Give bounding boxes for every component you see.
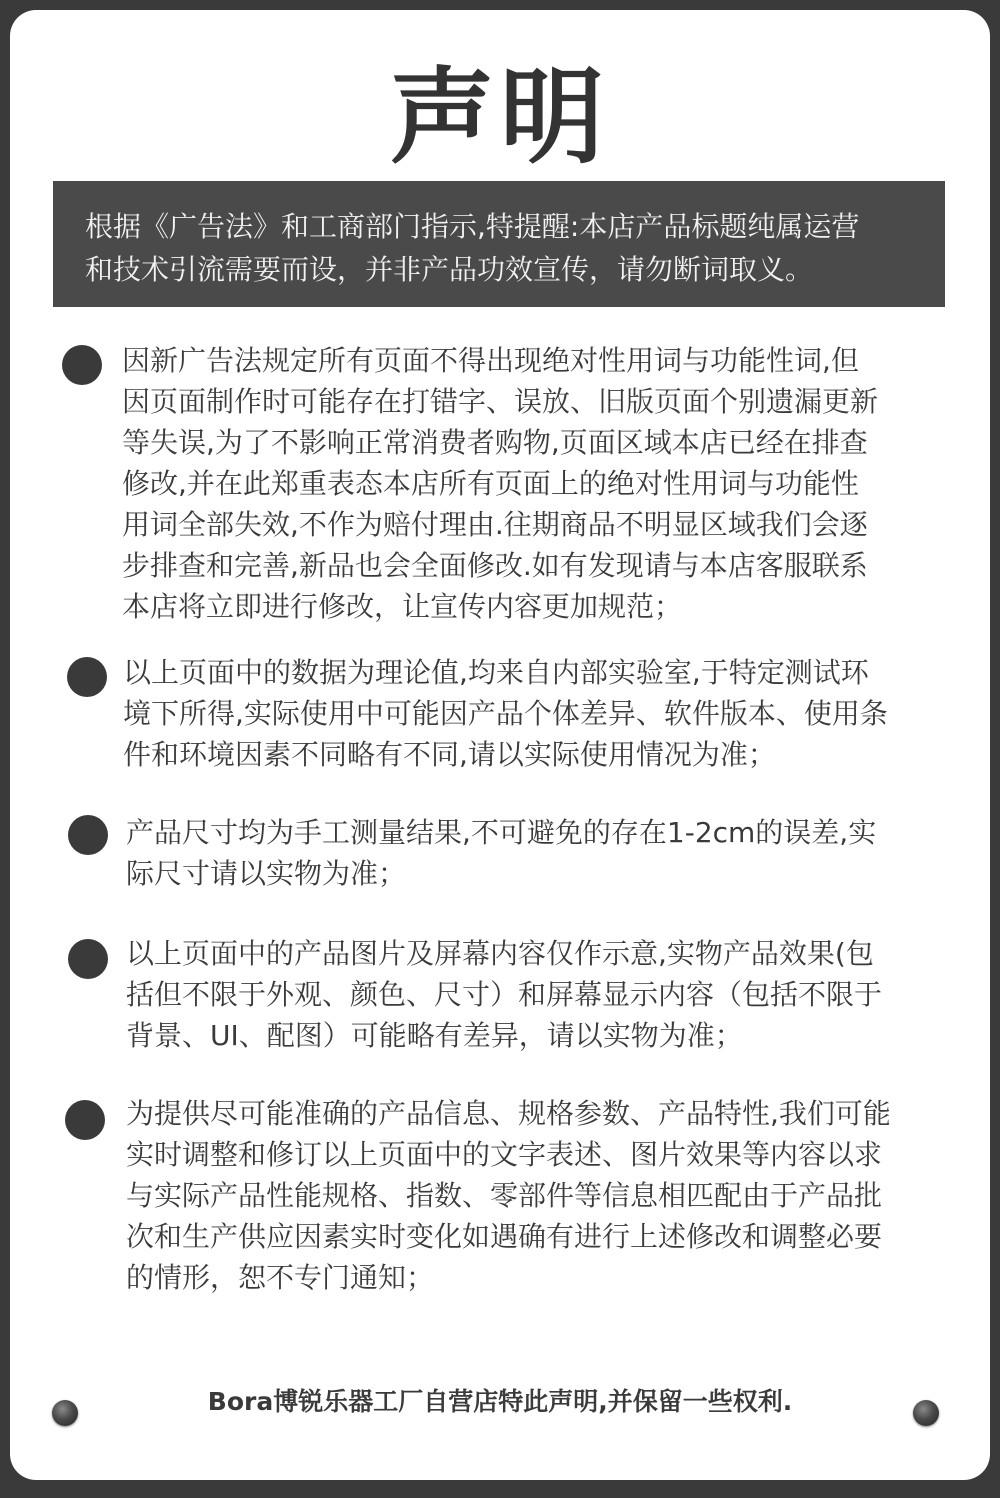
bullet-dot-icon [68, 939, 108, 979]
notice-line-2: 和技术引流需要而设，并非产品功效宣传，请勿断词取义。 [85, 253, 814, 286]
page-title: 声明 [389, 56, 610, 178]
bullet-dot-icon [67, 657, 107, 697]
statement-text: 以上页面中的数据为理论值,均来自内部实验室,于特定测试环 境下所得,实际使用中可能因产品个体差异、软件版本、使用条 件和环境因素不同略有不同,请以实际使用情况为准； [123, 656, 888, 771]
screw-right-icon [913, 1400, 939, 1426]
declaration-card [10, 10, 990, 1480]
statement-text: 因新广告法规定所有页面不得出现绝对性用词与功能性词,但 因页面制作时可能存在打错字、误放、旧版页面个别遗漏更新 等失误,为了不影响正常消费者购物,页面区域本店已经在排查 修改,并在此郑重表态本店所有页面上的绝对性用词与功能性 用词全部失效,不作为赔付理由.往期商品不明显区域我们会逐 步排查和完善,新品也会全面修改.如有发现请与本店客服联系 本店将立即进行修改，让宣传内容更加规范； [122, 344, 879, 623]
notice-line-1: 根据《广告法》和工商部门指示,特提醒:本店产品标题纯属运营 [85, 210, 860, 243]
statement-text: 以上页面中的产品图片及屏幕内容仅作示意,实物产品效果(包 括但不限于外观、颜色、尺寸）和屏幕显示内容（包括不限于 背景、UI、配图）可能略有差异，请以实物为准； [126, 937, 883, 1052]
statement-text: 产品尺寸均为手工测量结果,不可避免的存在1-2cm的误差,实 际尺寸请以实物为准； [126, 816, 877, 890]
bullet-dot-icon [62, 345, 102, 385]
statement-text: 为提供尽可能准确的产品信息、规格参数、产品特性,我们可能 实时调整和修订以上页面中的文字表述、图片效果等内容以求 与实际产品性能规格、指数、零部件等信息相匹配由于产品批 次和生产供应因素实时变化如遇确有进行上述修改和调整必要 的情形，恕不专门通知； [126, 1097, 891, 1294]
bullet-dot-icon [65, 1100, 105, 1140]
footer-statement: Bora博锐乐器工厂自营店特此声明,并保留一些权利. [207, 1387, 793, 1416]
bullet-dot-icon [68, 815, 108, 855]
notice-banner [53, 181, 945, 307]
screw-left-icon [52, 1400, 78, 1426]
